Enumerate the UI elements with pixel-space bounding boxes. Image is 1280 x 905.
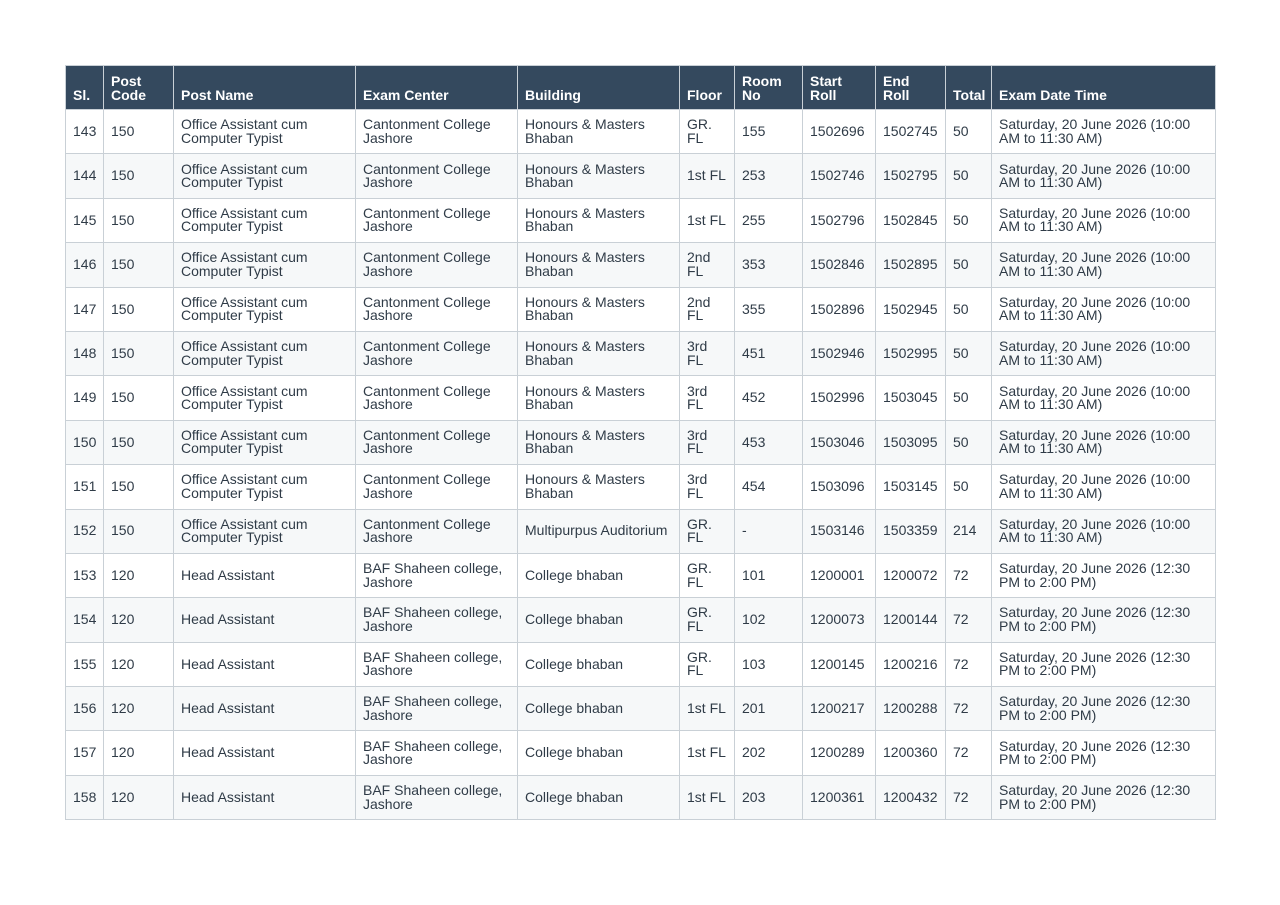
table-row [66, 775, 1216, 819]
table-row [66, 198, 1216, 242]
post-code-cell: 150 [104, 465, 174, 509]
post-name-cell: Head Assistant [174, 775, 356, 819]
exam-date-time-cell: Saturday, 20 June 2026 (12:30 PM to 2:00 PM) [992, 553, 1216, 597]
exam-date-time-cell: Saturday, 20 June 2026 (12:30 PM to 2:00 PM) [992, 598, 1216, 642]
post-name-cell: Head Assistant [174, 553, 356, 597]
total-cell: 72 [946, 775, 992, 819]
post-code-cell: 150 [104, 376, 174, 420]
end-roll-cell: 1200360 [876, 731, 946, 775]
end-roll-cell: 1502745 [876, 110, 946, 154]
floor-cell: 3rd FL [680, 420, 735, 464]
total-cell: 72 [946, 687, 992, 731]
exam-date-time-cell: Saturday, 20 June 2026 (10:00 AM to 11:30 AM) [992, 243, 1216, 287]
floor-cell: 1st FL [680, 198, 735, 242]
building-cell: Honours & Masters Bhaban [518, 110, 680, 154]
exam-date-time-cell: Saturday, 20 June 2026 (12:30 PM to 2:00 PM) [992, 642, 1216, 686]
table-row [66, 598, 1216, 642]
start-roll-cell: 1200001 [803, 553, 876, 597]
table-row [66, 553, 1216, 597]
sl-cell: 154 [66, 598, 104, 642]
room-no-cell: 102 [735, 598, 803, 642]
sl-cell: 149 [66, 376, 104, 420]
exam-center-cell: BAF Shaheen college, Jashore [356, 775, 518, 819]
sl-cell: 158 [66, 775, 104, 819]
building-cell: Honours & Masters Bhaban [518, 376, 680, 420]
sl-cell: 153 [66, 553, 104, 597]
post-name-cell: Office Assistant cum Computer Typist [174, 465, 356, 509]
end-roll-header: End Roll [876, 66, 946, 110]
end-roll-cell: 1200144 [876, 598, 946, 642]
start-roll-cell: 1502846 [803, 243, 876, 287]
room-no-cell: 201 [735, 687, 803, 731]
post-code-cell: 150 [104, 154, 174, 198]
floor-cell: GR. FL [680, 509, 735, 553]
start-roll-cell: 1200073 [803, 598, 876, 642]
table-row [66, 687, 1216, 731]
end-roll-cell: 1503095 [876, 420, 946, 464]
floor-cell: 3rd FL [680, 376, 735, 420]
total-cell: 50 [946, 243, 992, 287]
start-roll-cell: 1503146 [803, 509, 876, 553]
post-code-cell: 120 [104, 553, 174, 597]
exam-center-cell: Cantonment College Jashore [356, 154, 518, 198]
post-name-cell: Head Assistant [174, 731, 356, 775]
start-roll-cell: 1200289 [803, 731, 876, 775]
exam-center-cell: BAF Shaheen college, Jashore [356, 731, 518, 775]
total-cell: 50 [946, 287, 992, 331]
exam-date-time-cell: Saturday, 20 June 2026 (10:00 AM to 11:30 AM) [992, 420, 1216, 464]
end-roll-cell: 1503359 [876, 509, 946, 553]
start-roll-cell: 1502746 [803, 154, 876, 198]
room-no-header: Room No [735, 66, 803, 110]
table-row [66, 420, 1216, 464]
start-roll-cell: 1502796 [803, 198, 876, 242]
sl-cell: 150 [66, 420, 104, 464]
room-no-cell: 253 [735, 154, 803, 198]
table-row [66, 509, 1216, 553]
room-no-cell: 202 [735, 731, 803, 775]
total-cell: 50 [946, 198, 992, 242]
building-cell: College bhaban [518, 553, 680, 597]
floor-cell: GR. FL [680, 110, 735, 154]
room-no-cell: 452 [735, 376, 803, 420]
exam-date-time-cell: Saturday, 20 June 2026 (10:00 AM to 11:30 AM) [992, 198, 1216, 242]
total-cell: 214 [946, 509, 992, 553]
exam-center-cell: Cantonment College Jashore [356, 509, 518, 553]
exam-center-cell: Cantonment College Jashore [356, 110, 518, 154]
exam-date-time-cell: Saturday, 20 June 2026 (10:00 AM to 11:30 AM) [992, 331, 1216, 375]
exam-center-cell: Cantonment College Jashore [356, 287, 518, 331]
post-name-cell: Office Assistant cum Computer Typist [174, 420, 356, 464]
sl-cell: 152 [66, 509, 104, 553]
building-cell: College bhaban [518, 687, 680, 731]
exam-date-time-header: Exam Date Time [992, 66, 1216, 110]
post-code-cell: 120 [104, 775, 174, 819]
building-cell: Honours & Masters Bhaban [518, 287, 680, 331]
sl-cell: 157 [66, 731, 104, 775]
room-no-cell: - [735, 509, 803, 553]
start-roll-cell: 1503046 [803, 420, 876, 464]
exam-center-cell: Cantonment College Jashore [356, 420, 518, 464]
end-roll-cell: 1200216 [876, 642, 946, 686]
post-code-cell: 120 [104, 642, 174, 686]
table-header [66, 66, 1216, 110]
total-cell: 50 [946, 331, 992, 375]
sl-header: Sl. [66, 66, 104, 110]
room-no-cell: 355 [735, 287, 803, 331]
table-row [66, 331, 1216, 375]
post-name-cell: Office Assistant cum Computer Typist [174, 243, 356, 287]
exam-center-cell: BAF Shaheen college, Jashore [356, 642, 518, 686]
sl-cell: 147 [66, 287, 104, 331]
building-cell: Honours & Masters Bhaban [518, 154, 680, 198]
post-code-cell: 150 [104, 110, 174, 154]
end-roll-cell: 1502795 [876, 154, 946, 198]
table-row [66, 465, 1216, 509]
total-cell: 72 [946, 598, 992, 642]
exam-center-cell: Cantonment College Jashore [356, 243, 518, 287]
sl-cell: 156 [66, 687, 104, 731]
post-code-header: Post Code [104, 66, 174, 110]
post-code-cell: 150 [104, 198, 174, 242]
post-name-cell: Office Assistant cum Computer Typist [174, 154, 356, 198]
post-code-cell: 150 [104, 287, 174, 331]
end-roll-cell: 1502995 [876, 331, 946, 375]
table-row [66, 731, 1216, 775]
room-no-cell: 101 [735, 553, 803, 597]
end-roll-cell: 1503045 [876, 376, 946, 420]
sl-cell: 151 [66, 465, 104, 509]
room-no-cell: 255 [735, 198, 803, 242]
start-roll-cell: 1200145 [803, 642, 876, 686]
post-name-cell: Head Assistant [174, 642, 356, 686]
post-code-cell: 150 [104, 243, 174, 287]
floor-cell: 1st FL [680, 154, 735, 198]
start-roll-cell: 1502996 [803, 376, 876, 420]
start-roll-cell: 1200217 [803, 687, 876, 731]
exam-date-time-cell: Saturday, 20 June 2026 (10:00 AM to 11:30 AM) [992, 376, 1216, 420]
sl-cell: 143 [66, 110, 104, 154]
post-code-cell: 150 [104, 331, 174, 375]
room-no-cell: 453 [735, 420, 803, 464]
start-roll-cell: 1502896 [803, 287, 876, 331]
sl-cell: 148 [66, 331, 104, 375]
total-cell: 72 [946, 731, 992, 775]
end-roll-cell: 1502845 [876, 198, 946, 242]
floor-cell: 1st FL [680, 731, 735, 775]
total-cell: 72 [946, 553, 992, 597]
exam-date-time-cell: Saturday, 20 June 2026 (12:30 PM to 2:00 PM) [992, 731, 1216, 775]
post-name-cell: Office Assistant cum Computer Typist [174, 198, 356, 242]
post-name-cell: Head Assistant [174, 687, 356, 731]
building-cell: Honours & Masters Bhaban [518, 331, 680, 375]
exam-date-time-cell: Saturday, 20 June 2026 (10:00 AM to 11:30 AM) [992, 110, 1216, 154]
sl-cell: 146 [66, 243, 104, 287]
building-cell: Multipurpus Auditorium [518, 509, 680, 553]
total-header: Total [946, 66, 992, 110]
post-code-cell: 120 [104, 687, 174, 731]
floor-cell: 1st FL [680, 775, 735, 819]
exam-date-time-cell: Saturday, 20 June 2026 (10:00 AM to 11:30 AM) [992, 154, 1216, 198]
post-name-cell: Office Assistant cum Computer Typist [174, 376, 356, 420]
header-row [66, 66, 1216, 110]
post-code-cell: 150 [104, 509, 174, 553]
total-cell: 50 [946, 420, 992, 464]
room-no-cell: 451 [735, 331, 803, 375]
sl-cell: 145 [66, 198, 104, 242]
end-roll-cell: 1502895 [876, 243, 946, 287]
floor-cell: 3rd FL [680, 465, 735, 509]
post-code-cell: 120 [104, 598, 174, 642]
table-row [66, 110, 1216, 154]
start-roll-cell: 1502696 [803, 110, 876, 154]
exam-center-cell: Cantonment College Jashore [356, 331, 518, 375]
building-cell: College bhaban [518, 731, 680, 775]
end-roll-cell: 1503145 [876, 465, 946, 509]
floor-header: Floor [680, 66, 735, 110]
room-no-cell: 353 [735, 243, 803, 287]
building-cell: College bhaban [518, 642, 680, 686]
exam-center-cell: BAF Shaheen college, Jashore [356, 687, 518, 731]
exam-center-cell: Cantonment College Jashore [356, 198, 518, 242]
total-cell: 50 [946, 465, 992, 509]
end-roll-cell: 1200432 [876, 775, 946, 819]
table-row [66, 154, 1216, 198]
total-cell: 72 [946, 642, 992, 686]
exam-center-cell: BAF Shaheen college, Jashore [356, 598, 518, 642]
exam-schedule-table-container [65, 65, 1215, 820]
post-code-cell: 150 [104, 420, 174, 464]
table-row [66, 642, 1216, 686]
exam-date-time-cell: Saturday, 20 June 2026 (10:00 AM to 11:30 AM) [992, 509, 1216, 553]
post-name-header: Post Name [174, 66, 356, 110]
room-no-cell: 155 [735, 110, 803, 154]
table-body [66, 110, 1216, 820]
post-code-cell: 120 [104, 731, 174, 775]
exam-date-time-cell: Saturday, 20 June 2026 (12:30 PM to 2:00 PM) [992, 687, 1216, 731]
end-roll-cell: 1502945 [876, 287, 946, 331]
floor-cell: GR. FL [680, 553, 735, 597]
start-roll-cell: 1503096 [803, 465, 876, 509]
exam-center-cell: Cantonment College Jashore [356, 465, 518, 509]
table-row [66, 376, 1216, 420]
floor-cell: 1st FL [680, 687, 735, 731]
building-cell: College bhaban [518, 775, 680, 819]
end-roll-cell: 1200288 [876, 687, 946, 731]
building-cell: Honours & Masters Bhaban [518, 465, 680, 509]
floor-cell: 2nd FL [680, 243, 735, 287]
total-cell: 50 [946, 154, 992, 198]
table-row [66, 287, 1216, 331]
exam-center-cell: Cantonment College Jashore [356, 376, 518, 420]
building-cell: Honours & Masters Bhaban [518, 420, 680, 464]
floor-cell: GR. FL [680, 598, 735, 642]
building-cell: College bhaban [518, 598, 680, 642]
start-roll-cell: 1200361 [803, 775, 876, 819]
room-no-cell: 454 [735, 465, 803, 509]
building-cell: Honours & Masters Bhaban [518, 243, 680, 287]
end-roll-cell: 1200072 [876, 553, 946, 597]
total-cell: 50 [946, 376, 992, 420]
building-header: Building [518, 66, 680, 110]
building-cell: Honours & Masters Bhaban [518, 198, 680, 242]
exam-schedule-table [65, 65, 1216, 820]
post-name-cell: Office Assistant cum Computer Typist [174, 110, 356, 154]
room-no-cell: 103 [735, 642, 803, 686]
sl-cell: 144 [66, 154, 104, 198]
post-name-cell: Office Assistant cum Computer Typist [174, 331, 356, 375]
floor-cell: 3rd FL [680, 331, 735, 375]
start-roll-cell: 1502946 [803, 331, 876, 375]
room-no-cell: 203 [735, 775, 803, 819]
exam-center-header: Exam Center [356, 66, 518, 110]
exam-date-time-cell: Saturday, 20 June 2026 (10:00 AM to 11:30 AM) [992, 287, 1216, 331]
sl-cell: 155 [66, 642, 104, 686]
exam-center-cell: BAF Shaheen college, Jashore [356, 553, 518, 597]
total-cell: 50 [946, 110, 992, 154]
exam-date-time-cell: Saturday, 20 June 2026 (10:00 AM to 11:30 AM) [992, 465, 1216, 509]
start-roll-header: Start Roll [803, 66, 876, 110]
post-name-cell: Office Assistant cum Computer Typist [174, 287, 356, 331]
post-name-cell: Head Assistant [174, 598, 356, 642]
post-name-cell: Office Assistant cum Computer Typist [174, 509, 356, 553]
floor-cell: GR. FL [680, 642, 735, 686]
exam-date-time-cell: Saturday, 20 June 2026 (12:30 PM to 2:00 PM) [992, 775, 1216, 819]
floor-cell: 2nd FL [680, 287, 735, 331]
table-row [66, 243, 1216, 287]
